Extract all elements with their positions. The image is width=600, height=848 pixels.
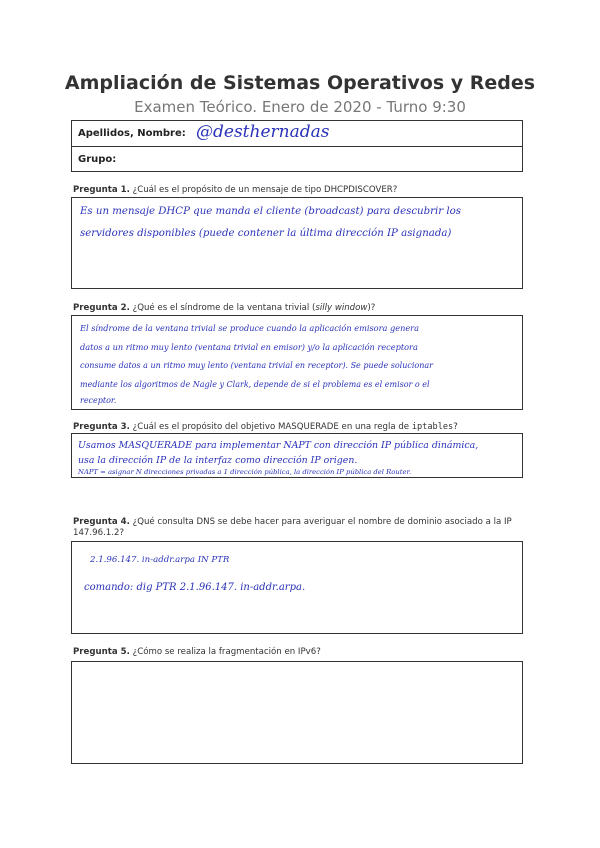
question-1-number: Pregunta 1. — [73, 185, 130, 195]
question-2-number: Pregunta 2. — [73, 303, 130, 313]
group-row — [72, 147, 522, 172]
answer-3-line-2: usa la dirección IP de la interfaz como dirección IP origen. — [78, 455, 358, 466]
answer-2-line-2: datos a un ritmo muy lento (ventana trivial en emisor) y/o la aplicación receptora — [80, 342, 418, 352]
question-3-text-after: ? — [453, 422, 458, 432]
exam-title: Ampliación de Sistemas Operativos y Redes — [64, 72, 536, 94]
answer-box-4 — [71, 541, 523, 634]
name-value: @desthernadas — [196, 122, 330, 142]
name-row — [72, 121, 522, 147]
question-4-text: ¿Qué consulta DNS se debe hacer para averiguar el nombre de dominio asociado a la IP 147.96.1.2? — [73, 517, 512, 538]
question-5 — [73, 647, 533, 658]
exam-subtitle: Examen Teórico. Enero de 2020 - Turno 9:30 — [134, 98, 466, 116]
answer-1-line-1: Es un mensaje DHCP que manda el cliente (broadcast) para descubrir los — [80, 206, 461, 217]
question-4-number: Pregunta 4. — [73, 517, 130, 527]
answer-2-line-1: El síndrome de la ventana trivial se produce cuando la aplicación emisora genera — [80, 323, 419, 333]
answer-box-5 — [71, 661, 523, 764]
answer-box-2 — [71, 315, 523, 410]
answer-4-line-1: 2.1.96.147. in-addr.arpa IN PTR — [90, 555, 230, 565]
question-4 — [73, 517, 531, 539]
answer-box-1 — [71, 197, 523, 289]
identity-box — [71, 120, 523, 172]
question-3-text-before: ¿Cuál es el propósito del objetivo MASQUERADE en una regla de — [132, 422, 412, 432]
question-2-text-after: )? — [367, 303, 376, 313]
question-1-text: ¿Cuál es el propósito de un mensaje de tipo DHCPDISCOVER? — [132, 185, 398, 195]
question-3 — [73, 422, 533, 433]
answer-4-line-2: comando: dig PTR 2.1.96.147. in-addr.arpa. — [84, 582, 306, 593]
answer-3-line-3: NAPT = asignar N direcciones privadas a 1 dirección pública, la dirección IP pública del Router. — [78, 468, 412, 476]
question-5-text: ¿Cómo se realiza la fragmentación en IPv6? — [132, 647, 321, 657]
group-label: Grupo: — [78, 154, 117, 165]
answer-2-line-4: mediante los algoritmos de Nagle y Clark, depende de si el problema es el emisor o el — [80, 380, 430, 389]
answer-2-line-3: consume datos a un ritmo muy lento (ventana trivial en receptor). Se puede solucionar — [80, 361, 433, 370]
answer-box-3 — [71, 433, 523, 478]
question-3-text-mono: iptables — [411, 422, 454, 432]
question-2-text-before: ¿Qué es el síndrome de la ventana trivial ( — [132, 303, 316, 313]
answer-3-line-1: Usamos MASQUERADE para implementar NAPT con dirección IP pública dinámica, — [78, 440, 479, 451]
question-2-text-italic: silly window — [315, 303, 368, 313]
name-label: Apellidos, Nombre: — [78, 128, 186, 139]
question-2 — [73, 303, 533, 314]
question-3-number: Pregunta 3. — [73, 422, 130, 432]
answer-2-line-5: receptor. — [80, 396, 117, 405]
question-1 — [73, 185, 533, 196]
answer-1-line-2: servidores disponibles (puede contener la última dirección IP asignada) — [80, 228, 452, 239]
question-5-number: Pregunta 5. — [73, 647, 130, 657]
